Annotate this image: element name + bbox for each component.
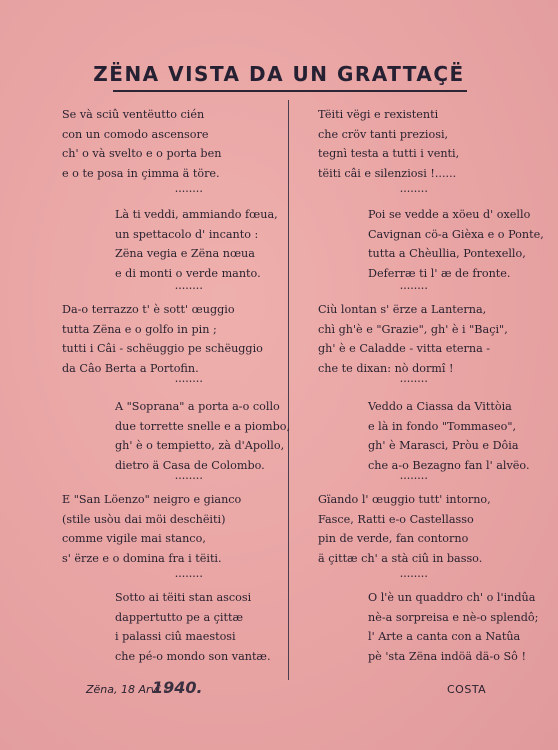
verse-line: Deferræ ti l' æ de fronte.	[368, 266, 511, 280]
verse-line: Fasce, Ratti e-o Castellasso	[318, 512, 474, 526]
verse-line: un spettacolo d' incanto :	[115, 227, 259, 241]
column-divider	[288, 100, 289, 680]
footer-author: COSTA	[447, 683, 487, 696]
right-stanza	[318, 300, 508, 378]
verse-line: Là ti veddi, ammiando fœua,	[115, 208, 278, 221]
verse-line: chì gh'è e "Grazie", gh' è i "Baçi",	[318, 322, 508, 336]
stanza-ornament: ••••••••	[400, 189, 429, 195]
verse-line: e là in fondo "Tommaseo",	[368, 419, 517, 433]
verse-line: comme vigile mai stanco,	[62, 532, 206, 546]
verse-line: nè-a sorpreisa e nè-o splendô;	[368, 610, 539, 624]
verse-line: Poi se vedde a xöeu d' oxello	[368, 208, 531, 221]
verse-line: e di monti o verde manto.	[115, 266, 261, 280]
stanza-ornament: ••••••••	[175, 476, 204, 482]
verse-line: che pé-o mondo son vantæ.	[115, 649, 271, 663]
footer-date: Zëna, 18 Arvî -	[86, 683, 168, 696]
stanza-ornament: ••••••••	[400, 574, 429, 580]
verse-line: con un comodo ascensore	[62, 127, 209, 141]
right-stanza	[368, 397, 530, 475]
left-stanza	[62, 300, 263, 378]
verse-line: l' Arte a canta con a Natûa	[368, 630, 521, 644]
verse-line: tutta a Chèullia, Pontexello,	[368, 247, 526, 261]
stanza-ornament: ••••••••	[175, 286, 204, 292]
verse-line: e o te posa in çimma ä töre.	[62, 166, 220, 180]
verse-line: gh' è Marasci, Pròu e Dôia	[368, 439, 519, 453]
left-stanza	[115, 205, 278, 283]
stanza-ornament: ••••••••	[175, 574, 204, 580]
verse-line: gh' è e Caladde - vitta eterna -	[318, 342, 491, 356]
left-stanza	[115, 397, 290, 475]
stanza-ornament: ••••••••	[400, 379, 429, 385]
left-stanza	[62, 490, 241, 568]
verse-line: che te dixan: nò dormî !	[318, 361, 454, 375]
verse-line: i palassi ciû maestosi	[115, 630, 236, 644]
verse-line: due torrette snelle e a piombo,	[115, 419, 291, 433]
stanza-ornament: ••••••••	[175, 189, 204, 195]
verse-line: Se và sciû ventëutto cién	[62, 108, 205, 121]
left-stanza	[62, 105, 221, 183]
verse-line: pè 'sta Zëna indöä dä-o Sô !	[368, 649, 526, 663]
verse-line: Da-o terrazzo t' è sott' œuggio	[62, 303, 235, 316]
verse-line: Cavignan cö-a Gièxa e o Ponte,	[368, 227, 544, 241]
left-stanza	[115, 588, 271, 666]
verse-line: da Câo Berta a Portofin.	[62, 361, 199, 375]
verse-line: ä çittæ ch' a stà ciû in basso.	[318, 551, 483, 565]
verse-line: Veddo a Ciassa da Vittòia	[368, 400, 512, 413]
verse-line: tegnì testa a tutti i venti,	[318, 147, 460, 161]
verse-line: Sotto ai tëiti stan ascosi	[115, 591, 252, 604]
verse-line: pin de verde, fan contorno	[318, 532, 469, 546]
footer-year-handwritten: 1940.	[152, 678, 203, 697]
right-stanza	[368, 205, 544, 283]
page-title: ZËNA VISTA DA UN GRATTAÇË	[93, 62, 465, 86]
verse-line: ch' o và svelto e o porta ben	[62, 147, 222, 161]
verse-line: Gïando l' œuggio tutt' intorno,	[318, 493, 491, 506]
verse-line: che cröv tanti preziosi,	[318, 127, 449, 141]
verse-line: tutti i Câi - schëuggio pe schëuggio	[62, 342, 263, 356]
title-underline	[113, 90, 467, 92]
verse-line: O l'è un quaddro ch' o l'indûa	[368, 591, 536, 604]
verse-line: A "Soprana" a porta a-o collo	[115, 400, 280, 413]
verse-line: (stile usòu dai möi deschëiti)	[62, 512, 226, 526]
verse-line: dappertutto pe a çittæ	[115, 610, 244, 624]
verse-line: Zëna vegia e Zëna nœua	[115, 247, 255, 261]
right-stanza	[318, 490, 491, 568]
verse-line: che a-o Bezagno fan l' alvëo.	[368, 458, 530, 472]
right-stanza	[318, 105, 459, 183]
verse-line: dietro ä Casa de Colombo.	[115, 458, 265, 472]
stanza-ornament: ••••••••	[400, 286, 429, 292]
verse-line: Ciù lontan s' ërze a Lanterna,	[318, 303, 487, 316]
verse-line: Tëiti vëgi e rexistenti	[318, 108, 439, 121]
verse-line: E "San Löenzo" neigro e gianco	[62, 493, 242, 506]
verse-line: gh' è o tempietto, zà d'Apollo,	[115, 439, 285, 453]
verse-line: tëiti câi e silenziosi !......	[318, 166, 457, 180]
verse-line: s' ërze e o domina fra i tëiti.	[62, 551, 222, 565]
stanza-ornament: ••••••••	[400, 476, 429, 482]
right-stanza	[368, 588, 538, 666]
verse-line: tutta Zëna e o golfo in pin ;	[62, 322, 217, 336]
stanza-ornament: ••••••••	[175, 379, 204, 385]
